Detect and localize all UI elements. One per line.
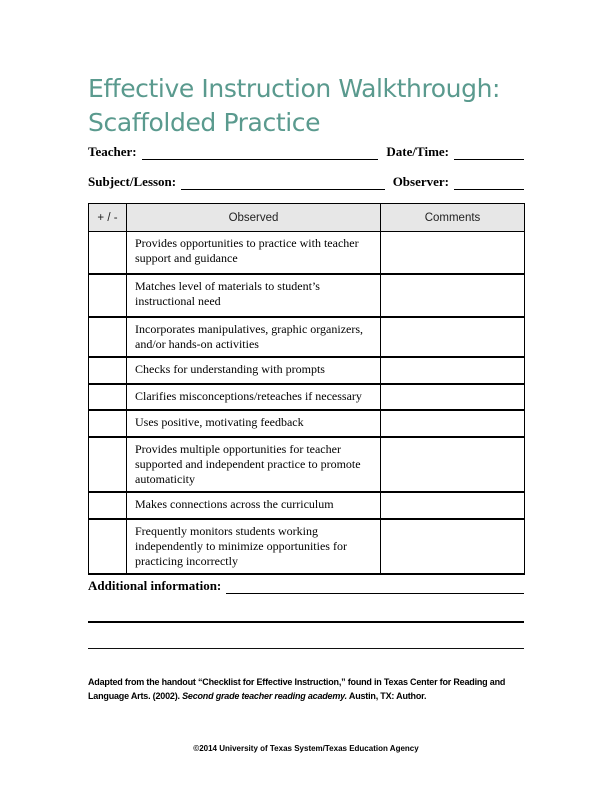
citation-suffix: Austin, TX: Author. — [346, 690, 427, 701]
table-row — [89, 437, 525, 492]
comments-cell — [381, 492, 525, 519]
observer-input-line — [454, 174, 524, 190]
table-row — [89, 232, 525, 274]
observed-cell: Matches level of materials to student’s instructional need — [127, 274, 381, 317]
comments-cell — [381, 384, 525, 410]
comments-cell — [381, 357, 525, 384]
subject-observer-row — [88, 174, 524, 190]
additional-info-line-3 — [88, 648, 524, 649]
plus-minus-cell — [89, 519, 127, 574]
comments-cell — [381, 519, 525, 574]
table-row — [89, 274, 525, 317]
header-plus-minus: + / - — [89, 204, 127, 232]
page-title — [88, 72, 528, 140]
subject-label: Subject/Lesson: — [88, 174, 177, 189]
observed-cell: Uses positive, motivating feedback — [127, 410, 381, 437]
page-title-line2: Scaffolded Practice — [88, 108, 321, 137]
datetime-input-line — [454, 144, 524, 160]
subject-input-line — [181, 174, 385, 190]
comments-cell — [381, 410, 525, 437]
copyright-line: ©2014 University of Texas System/Texas Education Agency — [193, 744, 419, 753]
plus-minus-cell — [89, 232, 127, 274]
teacher-input-line — [142, 144, 379, 160]
comments-cell — [381, 274, 525, 317]
table-row — [89, 410, 525, 437]
teacher-datetime-row — [88, 144, 524, 160]
observed-cell: Provides opportunities to practice with teacher support and guidance — [127, 232, 381, 274]
citation-prefix: Adapted from the handout “Checklist for Effective Instruction,” found in Texas Center for Reading and Language Arts. (2002). — [88, 677, 506, 701]
plus-minus-cell — [89, 317, 127, 357]
additional-info-line-2 — [88, 621, 524, 623]
plus-minus-cell — [89, 274, 127, 317]
table-header-row — [89, 204, 525, 232]
additional-info-line-1 — [226, 578, 524, 594]
header-observed: Observed — [127, 204, 381, 232]
observed-cell: Checks for understanding with prompts — [127, 357, 381, 384]
observed-cell: Makes connections across the curriculum — [127, 492, 381, 519]
header-comments: Comments — [381, 204, 525, 232]
walkthrough-checklist-table — [88, 203, 525, 575]
table-row — [89, 519, 525, 574]
plus-minus-cell — [89, 492, 127, 519]
additional-info-label: Additional information: — [88, 578, 222, 593]
observed-cell: Clarifies misconceptions/reteaches if necessary — [127, 384, 381, 410]
plus-minus-cell — [89, 410, 127, 437]
datetime-label: Date/Time: — [386, 144, 449, 159]
comments-cell — [381, 317, 525, 357]
observed-cell: Provides multiple opportunities for teacher supported and independent practice to promote automaticity — [127, 437, 381, 492]
table-row — [89, 357, 525, 384]
comments-cell — [381, 437, 525, 492]
table-row — [89, 492, 525, 519]
comments-cell — [381, 232, 525, 274]
plus-minus-cell — [89, 357, 127, 384]
plus-minus-cell — [89, 437, 127, 492]
observed-cell: Incorporates manipulatives, graphic organizers, and/or hands-on activities — [127, 317, 381, 357]
observed-cell: Frequently monitors students working independently to minimize opportunities for practicing incorrectly — [127, 519, 381, 574]
page-title-line1: Effective Instruction Walkthrough: — [88, 74, 501, 103]
teacher-label: Teacher: — [88, 144, 137, 159]
table-row — [89, 317, 525, 357]
additional-info-row — [88, 578, 524, 594]
table-row — [89, 384, 525, 410]
plus-minus-cell — [89, 384, 127, 410]
citation-italic-title: Second grade teacher reading academy. — [182, 690, 347, 701]
source-citation — [88, 676, 524, 703]
observer-label: Observer: — [392, 174, 449, 189]
